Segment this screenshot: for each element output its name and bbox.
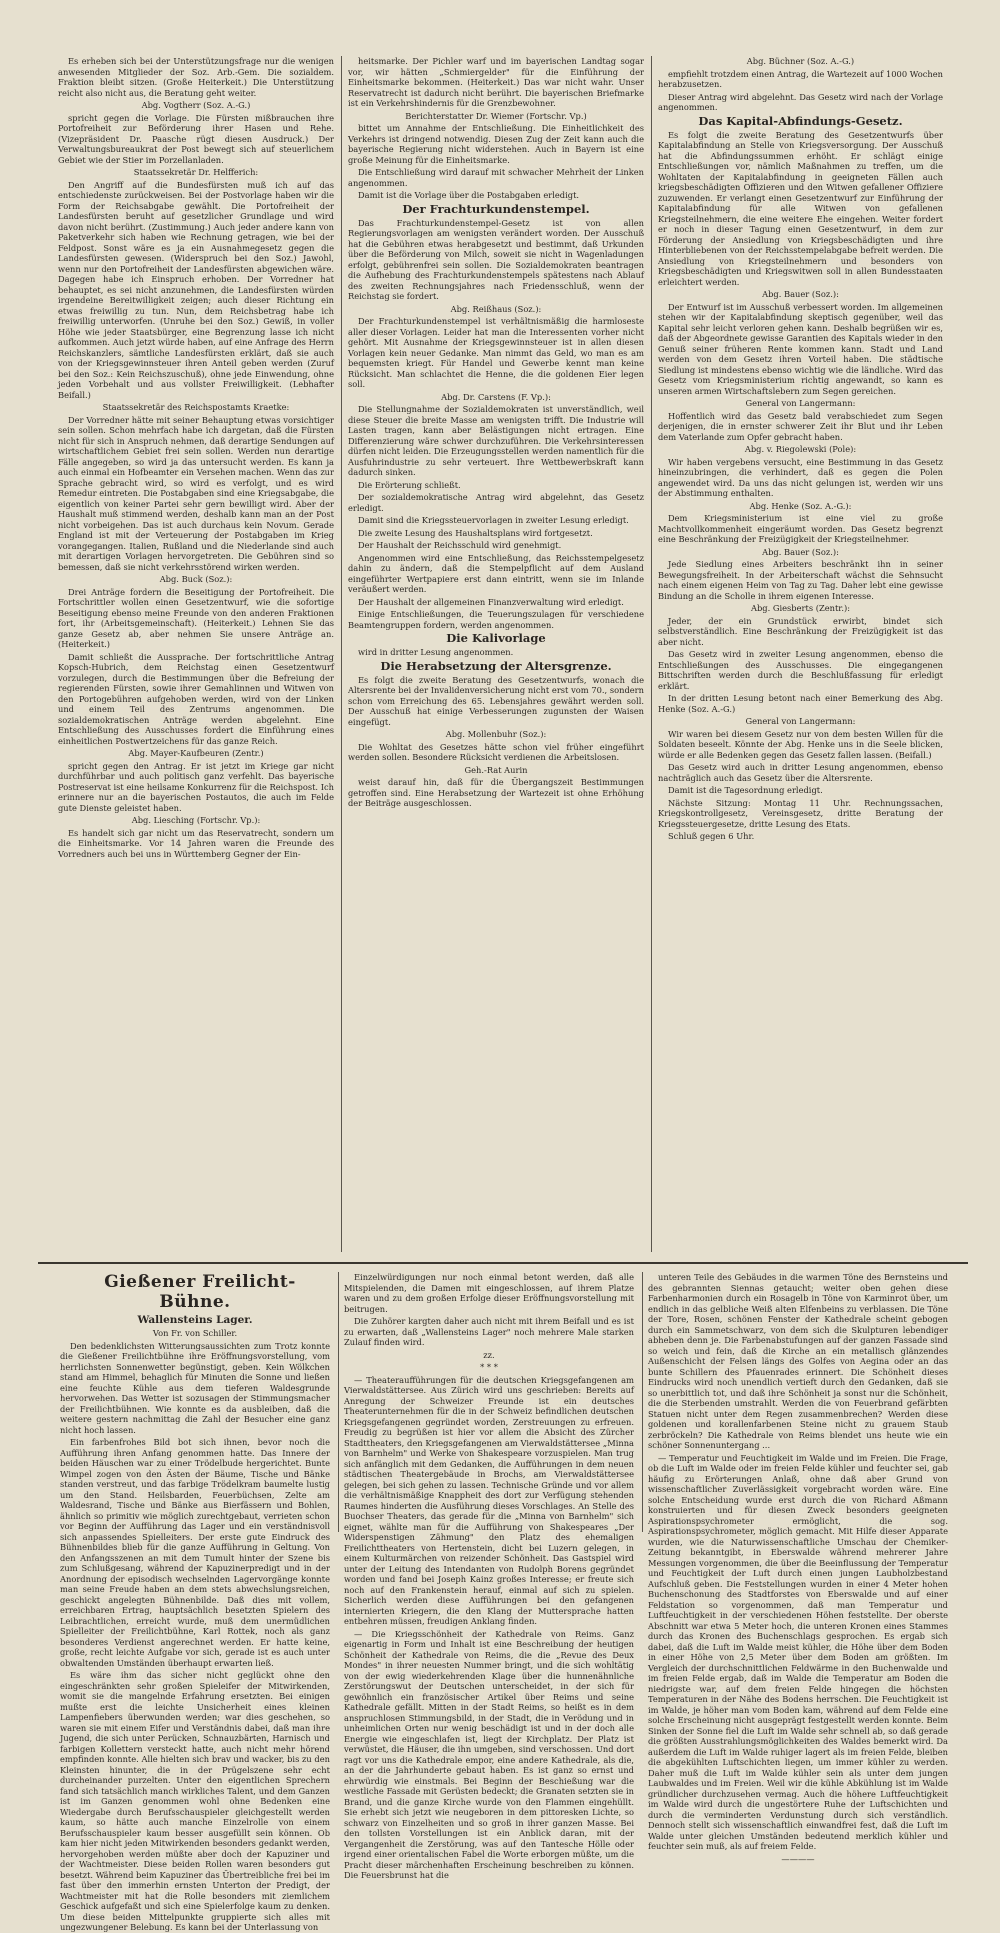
paragraph: Wir waren bei diesem Gesetz nur von dem besten Willen für die Soldaten beseelt. Könnte der Abg. Henke uns in die Seele blicken, würde er alle Bedenken gegen das Gesetz fallen lassen. (Beifall.)	[658, 728, 943, 760]
speaker-name: Abg. Mollenbuhr (Soz.):	[445, 729, 547, 739]
speaker-name: Abg. Bauer (Soz.):	[762, 289, 839, 299]
paragraph: Das Gesetz wird in zweiter Lesung angenommen, ebenso die Entschließungen des Ausschusses. Die eingegangenen Bittschriften werden durch die Beschlußfassung für erledigt erklärt.	[658, 649, 943, 691]
section-heading: Die Herabsetzung der Altersgrenze.	[380, 658, 612, 673]
paragraph: Es handelt sich gar nicht um das Reservatrecht, sondern um die Einheitsmarke. Vor 14 Jahren waren die Freunde des Vorredners auch bei uns in Württemberg Gegner der Ein-	[58, 827, 334, 859]
paragraph: Es erheben sich bei der Unterstützungsfrage nur die wenigen anwesenden Mitglieder der Soz. Arb.-Gem. Die sozialdem. Fraktion bleibt sitzen. (Große Heiterkeit.) Die Unterstützung reicht also nicht aus, die Beratung geht weiter.	[58, 56, 334, 98]
paragraph: Jede Siedlung eines Arbeiters beschränkt ihn in seiner Bewegungsfreiheit. In der Arbeiterschaft wächst die Sehnsucht nach einem eigenen Heim von Tag zu Tag. Daher lebt eine gewisse Bindung an die Scholle in ihrem eigenen Interesse.	[658, 559, 943, 601]
paragraph: Damit ist die Tagesordnung erledigt.	[668, 785, 823, 795]
top-column-3	[658, 56, 943, 1252]
paragraph: Dem Kriegsministerium ist eine viel zu große Machtvollkommenheit eingeräumt worden. Das Gesetz begrenzt eine Beschränkung der Freizügigkeit der Kriegsteilnehmer.	[658, 513, 943, 544]
speaker-name: Geh.-Rat Aurin	[464, 764, 528, 775]
section-heading: Das Kapital-Abfindungs-Gesetz.	[698, 113, 903, 128]
column-rule	[642, 1272, 643, 1532]
section-rule	[38, 1262, 968, 1264]
speaker-name: Abg. Henke (Soz. A.-G.):	[749, 500, 852, 511]
speaker-name: Abg. Vogtherr (Soz. A.-G.)	[141, 100, 251, 110]
paragraph: Einige Entschließungen, die Teuerungszulagen für verschiedene Beamtengruppen fordern, werden angenommen.	[348, 609, 644, 630]
speaker-name: Abg. Reißhaus (Soz.):	[450, 303, 542, 314]
top-column-1	[58, 56, 334, 1252]
speaker-name: Abg. Bauer (Soz.):	[762, 546, 839, 557]
speaker-name: Abg. Dr. Carstens (F. Vp.):	[441, 391, 551, 402]
paragraph: Die Entschließung wird darauf mit schwacher Mehrheit der Linken angenommen.	[348, 167, 644, 188]
column-rule	[338, 1272, 339, 1532]
top-column-2	[348, 56, 644, 1252]
paragraph: Das Frachturkundenstempel-Gesetz ist von allen Regierungsvorlagen am wenigsten verändert worden. Der Ausschuß hat die Gebühren etwas herabgesetzt und bestimmt, daß Urkunden über die Beförderung von Milch, soweit sie nicht in Wagenladungen erfolgt, gebührenfrei sein sollen. Die Sozialdemokraten beantragen die Aufhebung des Frachturkundenstempels spätestens nach Ablauf des zweiten Rechnungsjahres nach Friedensschluß, wenn der Reichstag sie fordert.	[348, 217, 644, 301]
paragraph: Dieser Antrag wird abgelehnt. Das Gesetz wird nach der Vorlage angenommen.	[658, 91, 943, 112]
paragraph: Die Stellungnahme der Sozialdemokraten ist unverständlich, weil diese Steuer die breite Masse am wenigsten trifft. Die Industrie will Lasten tragen, kann aber Belästigungen nicht ertragen. Eine Differenzierung wäre schwer durchzuführen. Die Verkehrsinteressen dürfen nicht leiden. Die Erzeugungsstellen werden namentlich für die Ausfuhrindustrie zu sehr verteuert. Ihre Wettbewerbskraft kann dadurch sinken.	[348, 404, 644, 477]
paragraph: Der Haushalt der allgemeinen Finanzverwaltung wird erledigt.	[358, 596, 624, 607]
paragraph: Es wäre ihm das sicher nicht geglückt ohne den eingeschränkten sehr großen Spieleifer der Mitwirkenden, womit sie die mangelnde Erfahrung ersetzten. Bei einigen mußte erst die leichte Unsicherheit eines kleinen Lampenfiebers überwunden werden; war dies geschehen, so waren sie mit einem Eifer und Verständnis dabei, daß man ihre Jugend, die sich unter Perücken, Schnauzbärten, Harnisch und farbigen Kollettern versteckt hatte, auch nicht mehr hörend empfinden konnte. Alle hielten sich brav und wacker, bis zu den Kleinsten hinunter, die in der Prügelszene sehr echt durcheinander purzelten. Unter den eigentlichen Sprechern fand sich tatsächlich manch wirkliches Talent, und dem Ganzen ist im Ganzen genommen wohl ohne Bedenken eine Wiedergabe durch Berufsschauspieler gleichgestellt werden kaum, so hätte auch manche Einzelrolle von einem Berufsschauspieler kaum besser ausgefüllt sein können. Ob kam hier nicht jeden Mitwirkenden besonders gedankt werden, hervorgehoben werden müßte aber doch der Kapuziner und der Wachtmeister. Diese beiden Rollen waren besonders gut besetzt. Während beim Kapuziner das Übertreibliche frei bei im fast über den immerhin ernsten Unterton der Predigt, der Wachtmeister mit hat die Rolle besonders mit ziemlichem Geschick aufgefaßt und sich eine Spielerfolge kaum zu denken. Um diese beiden Mittelpunkte gruppierte sich alles mit ungezwungener Belebung. Es kann bei der Unterlassung von	[60, 1670, 330, 1932]
speaker-name: Abg. v. Riegolewski (Pole):	[744, 444, 857, 454]
speaker-name: Abg. Büchner (Soz. A.-G.)	[746, 56, 855, 66]
speaker-name: Abg. Liesching (Fortschr. Vp.):	[131, 815, 261, 825]
paragraph: Den bedenklichsten Witterungsaussichten zum Trotz konnte die Gießener Freilichtbühne ihre Eröffnungsvorstellung, vom herrlichsten Sonnenwetter begünstigt, geben. Kein Wölkchen stand am Himmel, behaglich für Minuten die Sonne und ließen eine feuchte Kühle aus dem tieferen Waldesgrunde hervorwehen. Das Wetter ist sozusagen der Stimmungsmacher der Freilichtbühnen. Wie konnte es da ausbleiben, daß die weitere gestern nachmittag die Zahl der Besucher eine ganz nicht hoch lassen.	[60, 1340, 330, 1435]
paragraph: Der Entwurf ist im Ausschuß verbessert worden. Im allgemeinen stehen wir der Kapitalabfindung skeptisch gegenüber, weil das Kapital sehr leicht verloren gehen kann. Deshalb begrüßen wir es, daß der Abgeordnete gewisse Garantien des Kapitals wieder in den Genuß seiner früheren Rente kommen kann. Stadt und Land werden von dem Gesetz ihren Vorteil haben. Die städtische Siedlung ist mindestens ebenso wichtig wie die ländliche. Wird das Gesetz vom Kriegsministerium richtig angewandt, so kann es unseren armen Wirtschaftslebern zum Segen gereichen.	[658, 301, 943, 396]
speaker-name: Berichterstatter Dr. Wiemer (Fortschr. Vp.)	[405, 110, 587, 121]
paragraph: — Die Kriegsschönheit der Kathedrale von Reims. Ganz eigenartig in Form und Inhalt ist eine Beschreibung der heutigen Schönheit der Kathedrale von Reims, die die „Revue des Deux Mondes" in ihrer neuesten Nummer bringt, und die sich wohltätig von der ewig wiederkehrenden Klage über die hunnenähnliche Zerstörungswut der Deutschen unterscheidet, in der sich für gewöhnlich ein französischer Artikel über Reims und seine Kathedrale gefällt. Mitten in der Stadt Reims, so heißt es in dem anspruchlosen Stimmungsbild, in der Stadt, die in Verödung und in unheimlichen Orten nur wenig beschädigt ist und in der doch alle Energie wie eingeschlafen ist, liegt der Kirchplatz. Der Platz ist verwüstet, die Häuser, die ihn umgeben, sind verschossen. Und dort ragt vor uns die Kathedrale empor, eine andere Kathedrale, als die, an der die Jahrhunderte gebaut haben. Es ist ganz so ernst und ehrwürdig wie einstmals. Bei Beginn der Beschießung war die westliche Fassade mit Gerüsten bedeckt; die Granaten setzten sie in Brand, und die ganze Kirche wurde von den Flammen eingehüllt. Sie erhebt sich jetzt wie neugeboren in dem pittoresken Lichte, so schwarz von Einzelheiten und so groß in ihrer ganzen Masse. Bei den tollsten Vorstellungen ist ein Anblick daran, mit der Vergangenheit die Zerstörung, was auf den Tantesche Hölle oder irgend einer orientalischen Fabel die Worte erborgen müßte, um die Pracht dieser märchenhaften Erscheinung beschreiben zu können. Die Feuersbrunst hat die	[344, 1628, 634, 1880]
paragraph: wird in dritter Lesung angenommen.	[358, 647, 514, 657]
speaker-name: Abg. Giesberts (Zentr.):	[750, 603, 851, 613]
paragraph: Es folgt die zweite Beratung des Gesetzentwurfs über Kapitalabfindung an Stelle von Kriegsversorgung. Der Ausschuß hat die Abfindungssummen erhöht. Er schlägt einige Entschließungen vor, nämlich Maßnahmen zu treffen, um die Wohltaten der Kapitalabfindung in geeigneten Fällen auch kriegsbeschädigten Offizieren und den Witwen gefallener Offiziere zuzuwenden. Er verlangt einen Gesetzentwurf zur Einführung der Kapitalabfindung für alle Witwen von gefallenen Kriegsteilnehmern, die eine weitere Ehe eingehen. Weiter fordert er noch in dieser Tagung einen Gesetzentwurf, in dem zur Förderung der Ansiedlung von Kriegsbeschädigten und ihre Hinterbliebenen von der Reichsstempelabgabe befreit werden. Die Ansiedlung von Kriegsteilnehmern und besonders von Kriegsbeschädigten und Kriegswitwen soll in allen Bundesstaaten erleichtert werden.	[658, 129, 943, 287]
paragraph: Drei Anträge fordern die Beseitigung der Portofreiheit. Die Fortschrittler wollen einen Gesetzentwurf, wie die sofortige Beseitigung ebenso meine Freunde von den anderen Fraktionen fort, ihr (Arbeitsgemeinschaft). (Heiterkeit.) Lehnen Sie das ganze Gesetz ab, aber nehmen Sie unsere Anträge an. (Heiterkeit.)	[58, 586, 334, 649]
paragraph: Hoffentlich wird das Gesetz bald verabschiedet zum Segen derjenigen, die in ernster schwerer Zeit ihr Blut und ihr Leben dem Vaterlande zum Opfer gebracht haben.	[658, 410, 943, 442]
paragraph: Schluß gegen 6 Uhr.	[668, 831, 755, 841]
paragraph: — Temperatur und Feuchtigkeit im Walde und im Freien. Die Frage, ob die Luft im Walde oder im freien Felde kühler und feuchter sei, gab häufig zu Erörterungen Anlaß, ohne daß aber Grund von wissenschaftlicher Zuverlässigkeit vorgebracht worden wäre. Eine solche Entscheidung wurde erst durch die von Richard Aßmann konstruierten und für diesen Zweck besonders geeigneten Aspirationspsychrometer ermöglicht, die sog. Aspirationspsychrometer, möglich gemacht. Mit Hilfe dieser Apparate wurden, wie die Naturwissenschaftliche Umschau der Chemiker-Zeitung bekanntgibt, in Eberswalde während mehrerer Jahre Messungen vorgenommen, die über die Beeinflussung der Temperatur und Feuchtigkeit der Luft durch einen jungen Laubholzbestand Aufschluß geben. Die Feststellungen wurden in einer 4 Meter hohen Buchenschonung des Stadtforstes von Eberswalde und auf einer Feldstation so vorgenommen, daß man Temperatur und Luftfeuchtigkeit in der verschiedenen Höhen feststellte. Der oberste Abschnitt war etwa 5 Meter hoch, die unteren Kronen eines Stammes durch das Kronen des Buchenschlags gesprochen. Es ergab sich dabei, daß die Luft im Walde meist kühler, die Höhe über dem Boden in einer Höhe von 2,5 Meter über dem Boden am größten. Im Vergleich der durchschnittlichen Feldwärme in den Buchenwalde und im freien Felde ergab, daß im Walde die Temperatur am Boden die niedrigste war, auf dem freien Felde hingegen die höchsten Temperaturen in der Nähe des Bodens herrschen. Die Feuchtigkeit ist im Walde, je höher man vom Boden kam, während auf dem Felde eine solche Erscheinung nicht ausgeprägt festgestellt werden konnte. Beim Sinken der Sonne fiel die Luft im Walde sehr schnell ab, so daß gerade die größten Ausstrahlungsmöglichkeiten des Waldes bemerkt wird. Da außerdem die Luft im Walde ruhiger lagert als im freien Felde, bleiben die abgekühlten Luftschichten liegen, um immer kühler zu werden. Daher muß die Luft im Walde kühler sein als unter dem jungen Laubwaldes und im Freien. Weil wir die kühle Abkühlung ist im Walde gründlicher durchzusehen vermag. Auch die höhere Luftfeuchtigkeit im Walde wird durch die ungestörtere Ruhe der Luftschichten und durch die verminderten Verdunstung durch sich verständlich. Dennoch stellt sich wissenschaftlich einwandfrei fest, daß die Luft im Walde unter gleichen Umständen bedeutend merklich kühler und feuchter sein muß, als auf freiem Felde.	[648, 1452, 948, 1851]
article-byline: Von Fr. von Schiller.	[152, 1328, 238, 1338]
separator: ————	[781, 1853, 815, 1864]
speaker-name: Staatssekretär des Reichspostamts Kraetke:	[102, 402, 290, 412]
paragraph: Einzelwürdigungen nur noch einmal betont werden, daß alle Mitspielenden, die Damen mit eingeschlossen, auf ihrem Platze waren und zu dem großen Erfolge dieser Eröffnungsvorstellung mit beitrugen.	[344, 1272, 634, 1314]
paragraph: empfiehlt trotzdem einen Antrag, die Wartezeit auf 1000 Wochen herabzusetzen.	[658, 68, 943, 89]
paragraph: spricht gegen die Vorlage. Die Fürsten mißbrauchen ihre Portofreiheit zur Beförderung ihrer Hasen und Rehe. (Vizepräsident Dr. Paasche rügt diesen Ausdruck.) Der Verwaltungsbureaukrat der Post bewegt sich auf steuerlichem Gebiet wie der Stier im Porzellanladen.	[58, 112, 334, 165]
paragraph: unteren Teile des Gebäudes in die warmen Töne des Bernsteins und des gebrannten Siennas getaucht; weiter oben gehen diese Farbenharmonien durch ein Rosagelb in Töne von Karminrot über, um endlich in das gelbliche Weiß alten Elfenbeins zu verblassen. Die Töne der Tore, Rosen, schönen Fenster der Kathedrale scheint gebogen durch ein Sammetschwarz, von dem sich die Skulpturen lebendiger abheben denn je. Die Farbenabstufungen auf der ganzen Fassade sind so weich und fein, daß die Kirche an ein metallisch glänzendes Außenschicht der Felsen längs des Golfes von Aegina oder an das bunte Schillern des Pfauenrades erinnert. Die Schönheit dieses Eindrucks wird noch unendlich vertieft durch den Gedanken, daß sie so unerbittlich tot, und daß ihre Schönheit ja sonst nur die Schönheit, die die Sterbenden umstrahlt. Werden die von Feuerbrand gefärbten Statuen nicht unter dem Regen zusammenbrechen? Werden diese goldenen und korallenfarbenen Steine nicht zu grauem Staub zerbröckeln? Die Kathedrale von Reims blendet uns heute wie ein schöner Sonnenuntergang ...	[648, 1272, 948, 1450]
paragraph: Den Angriff auf die Bundesfürsten muß ich auf das entschiedenste zurückweisen. Bei der Postvorlage haben wir die Form der Reichsabgabe gewählt. Die Portofreiheit der Landesfürsten beruht auf gesetzlicher Grundlage und wird davon nicht berührt. (Zustimmung.) Auch jeder andere kann von Paketverkehr sich haben wie Rechnung getragen, wie bei der Feldpost. Sonst wäre es ja ein Ausnahmegesetz gegen die Landesfürsten gewesen. (Widerspruch bei den Soz.) Jawohl, wenn nur den Portofreiheit der Landesfürsten abgewichen wäre. Dagegen habe ich Einspruch erhoben. Der Vorredner hat behauptet, es sei nicht anzunehmen, die Landesfürsten würden irgendeine Bereitwilligkeit zeigen; auch dieser Richtung ein etwas freiwillig zu tun. Nun, dem Reichsbetrag habe ich freiwillig unterworfen. (Unruhe bei den Soz.) Gewiß, in voller Höhe wie jeder Staatsbürger, eine Begrenzung lasse ich nicht aufkommen. Auch jetzt würde haben, auf eine Anfrage des Herrn Reichskanzlers, sämtliche Landesfürsten erklärt, daß sie auch von der Kriegsgewinnsteuer ihren Anteil geben werden (Zuruf bei den Soz.: Kein Reichszuschuß), ohne jede Einwendung, ohne jeden Vorbehalt und aus vollster Freiwilligkeit. (Lebhafter Beifall.)	[58, 179, 334, 400]
speaker-name: Abg. Buck (Soz.):	[159, 574, 233, 584]
paragraph: Angenommen wird eine Entschließung, das Reichsstempelgesetz dahin zu ändern, daß die Stempelpflicht auf dem Ausland eingeführter Wertpapiere erst dann eintritt, wenn sie im Inlande veräußert werden.	[348, 552, 644, 594]
paragraph: Das Gesetz wird auch in dritter Lesung angenommen, ebenso nachträglich auch das Gesetz über die Altersrente.	[658, 762, 943, 783]
article-title: Gießener Freilicht-Bühne.	[104, 1272, 296, 1312]
paragraph: spricht gegen den Antrag. Er ist jetzt im Kriege gar nicht durchführbar und auch politisch ganz verfehlt. Das bayerische Postreservat ist eine heilsame Konkurrenz für die Reichspost. Ich erinnere nur an die bayerischen Postautos, die auch im Felde gute Dienste geleistet haben.	[58, 760, 334, 813]
separator: zz.	[483, 1349, 495, 1360]
paragraph: Der Haushalt der Reichsschuld wird genehmigt.	[358, 540, 562, 550]
paragraph: Damit sind die Kriegssteuervorlagen in zweiter Lesung erledigt.	[358, 515, 629, 525]
section-heading: Die Kalivorlage	[446, 631, 546, 645]
paragraph: Der Frachturkundenstempel ist verhältnismäßig die harmloseste aller dieser Vorlagen. Leider hat man die Interessenten vorher nicht gehört. Mit Ausnahme der Kriegsgewinnsteuer ist in allen diesen Vorlagen kein neuer Gedanke. Man nimmt das Geld, wo man es am bequemsten kriegt. Für Handel und Gewerbe kennt man keine Rücksicht. Man schlachtet die Henne, die die goldenen Eier legen soll.	[348, 316, 644, 389]
paragraph: Der sozialdemokratische Antrag wird abgelehnt, das Gesetz erledigt.	[348, 492, 644, 513]
bottom-column-1	[60, 1272, 330, 1932]
paragraph: Die Wohltat des Gesetzes hätte schon viel früher eingeführt werden sollen. Besondere Rücksicht verdienen die Arbeitslosen.	[348, 741, 644, 762]
column-rule	[651, 56, 652, 1252]
paragraph: Die Erörterung schließt.	[358, 479, 461, 490]
bottom-column-2	[344, 1272, 634, 1880]
paragraph: weist darauf hin, daß für die Übergangszeit Bestimmungen getroffen sind. Eine Herabsetzung der Wartezeit ist ohne Erhöhung der Beiträge ausgeschlossen.	[348, 777, 644, 808]
paragraph: Jeder, der ein Grundstück erwirbt, bindet sich selbstverständlich. Eine Beschränkung der Freizügigkeit ist das aber nicht.	[658, 615, 943, 647]
speaker-name: General von Langermann:	[745, 716, 856, 726]
paragraph: — Theateraufführungen für die deutschen Kriegsgefangenen am Vierwaldstättersee. Aus Zürich wird uns geschrieben: Bereits auf Anregung der Schweizer Freunde ist ein deutsches Theaterunternehmen für die in der Schweiz befindlichen deutschen Kriegsgefangenen gegründet worden, Zerstreuungen zu erfreuen. Freudig zu begrüßen ist hier vor allem die Absicht des Zürcher Stadttheaters, den Kriegsgefangenen am Vierwaldstättersee „Minna von Barnhelm" und Werke von Shakespeare vorzuspielen. Man trug sich anfänglich mit dem Gedanken, die Aufführungen in dem neuen städtischen Theatergebäude in Brochs, am Vierwaldstättersee gelegen, bei sich gehen zu lassen. Technische Gründe und vor allem die verhältnismäßige Knappheit des dort zur Verfügung stehenden Raumes hinderten die Ausführung dieses Vorschlages. An Stelle des Buochser Theaters, das gerade für die „Minna von Barnhelm" sich eignet, wählte man für die Aufführung von Shakespeares „Der Widerspenstigen Zähmung" den Platz des ehemaligen Freilichttheaters von Hertenstein, dicht bei Luzern gelegen, in einem Kulturmärchen von reizender Schönheit. Das Gastspiel wird unter der Leitung des Intendanten von Rudolph Borens gegründet worden und fand bei Joseph Kainz großes Interesse; er freute sich noch auf den Frankenstein herauf, einmal auf sich zu spielen. Sicherlich werden diese Aufführungen bei den gefangenen internierten Kriegern, die den Klang der Muttersprache hatten entbehren müssen, freudigen Anklang finden.	[344, 1374, 634, 1626]
paragraph: Nächste Sitzung: Montag 11 Uhr. Rechnungssachen, Kriegskontrollgesetz, Vereinsgesetz, dritte Beratung der Kriegssteuergesetze, dritte Lesung des Etats.	[658, 797, 943, 829]
speaker-name: Staatssekretär Dr. Helfferich:	[133, 167, 259, 177]
bottom-column-3	[648, 1272, 948, 1864]
speaker-name: General von Langermann:	[745, 398, 856, 408]
paragraph: Der Vorredner hätte mit seiner Behauptung etwas vorsichtiger sein sollen. Schon mehrfach habe ich dargetan, daß die Fürsten nicht für sich in Anspruch nehmen, daß derartige Sendungen auf wirtschaftlichem Gebiet frei sein sollen. Werden nun derartige Fälle angegeben, so wird ja das untersucht werden. Es kann ja auch einmal ein Hofbeamter ein Versehen machen. Wenn das zur Sprache gebracht wird, so wird es verfolgt, und es wird Remedur eintreten. Die Postabgaben sind eine Kriegsabgabe, die eigentlich von keiner Partei sehr gern bewilligt wird. Aber der Haushalt muß stimmend werden, deshalb kann man an der Post nicht vorbeigehen. Das ist auch durchaus kein Novum. Gerade England ist mit der Verteuerung der Postabgaben im Krieg vorangegangen. Italien, Rußland und die Niederlande sind auch mit derartigen Vorlagen hervorgetreten. Die Gebühren sind so bemessen, daß sie nicht verkehrsstörend wirken werden.	[58, 414, 334, 572]
paragraph: In der dritten Lesung betont nach einer Bemerkung des Abg. Henke (Soz. A.-G.)	[658, 693, 943, 714]
paragraph: Die zweite Lesung des Haushaltsplans wird fortgesetzt.	[358, 527, 593, 538]
paragraph: heitsmarke. Der Pichler warf und im bayerischen Landtag sogar vor, wir hätten „Schmiergelder" für die Einführung der Einheitsmarke bekommen. (Heiterkeit.) Das war nicht wahr. Unser Reservatrecht ist dadurch nicht berührt. Die bayerischen Briefmarke ist ein Verkehrshindernis für die Grenzbewohner.	[348, 56, 644, 108]
section-heading: Der Frachturkundenstempel.	[402, 201, 590, 216]
paragraph: Damit schließt die Aussprache. Der fortschrittliche Antrag Kopsch-Hubrich, dem Reichstag einen Gesetzentwurf vorzulegen, durch die Bestimmungen über die Befreiung der regierenden Fürsten, sowie ihrer Gemahlinnen und Witwen von den Portogebühren aufgehoben werden, wird von der Linken und einem Teil des Zentrums angenommen. Die sozialdemokratischen Anträge werden abgelehnt. Eine Entschließung des Ausschusses fordert die Einführung eines einheitlichen Postwertzeichens für das ganze Reich.	[58, 651, 334, 746]
article-subtitle: Wallensteins Lager.	[137, 1314, 253, 1326]
paragraph: bittet um Annahme der Entschließung. Die Einheitlichkeit des Verkehrs ist dringend notwendig. Diesen Zug der Zeit kann auch die bayerische Regierung nicht widerstehen. Auch in Bayern ist eine große Meinung für die Einheitsmarke.	[348, 123, 644, 165]
paragraph: Ein farbenfrohes Bild bot sich ihnen, bevor noch die Aufführung ihren Anfang genommen hatte. Das Innere der beiden Häuschen war zu einer Trödelbude hergerichtet. Bunte Wimpel zogen von den Ästen der Bäume, Tische und Bänke standen verstreut, und das farbige Trödelkram baumelte lustig um den Stand. Heilsbarden, Feuerbüchsen, Zelte am Waldesrand, Tische und Bänke aus Bierfässern und Bohlen, ähnlich so primitiv wie möglich zurechtgebaut, verrieten schon vor Beginn der Aufführung das Lager und ein verständnisvoll sich anpassendes Spielleiters. Der erste gute Eindruck des Bühnenbildes blieb für die ganze Aufführung in Geltung. Von den Anfangsszenen an mit dem Tumult hinter der Szene bis zum Schlußgesang, während der Kapuzinerpredigt und in der Anordnung der episodisch wechselnden Lagervorgänge konnte man seine Freude haben an dem stets abwechslungsreichen, geschickt angelegten Bühnenbilde. Daß dies mit vollem, erreichbaren Ertrag, hauptsächlich besetzten Spielern des Leibrachtlichen, erreicht wurde, muß dem unermüdlichen Spielleiter der Freilichtbühne, Karl Rottek, noch als ganz besonderes Verdienst angerechnet werden. Er hatte keine, große, recht leichte Aufgabe vor sich, gerade ist es auch unter obwaltenden Umständen überhaupt erwarten ließ.	[60, 1437, 330, 1668]
paragraph: Es folgt die zweite Beratung des Gesetzentwurfs, wonach die Altersrente bei der Invalidenversicherung nicht erst vom 70., sondern schon vom Erreichung des 65. Lebensjahres gewährt werden soll. Der Ausschuß hat einige Verbesserungen zugunsten der Waisen eingefügt.	[348, 674, 644, 727]
separator: * * *	[480, 1362, 498, 1372]
speaker-name: Abg. Mayer-Kaufbeuren (Zentr.)	[128, 748, 264, 758]
column-rule	[341, 56, 342, 1252]
paragraph: Wir haben vergebens versucht, eine Bestimmung in das Gesetz hineinzubringen, die verhindert, daß es gegen die Polen angewendet wird. Da uns das nicht gelungen ist, werden wir uns der Abstimmung enthalten.	[658, 456, 943, 498]
paragraph: Damit ist die Vorlage über die Postabgaben erledigt.	[358, 190, 580, 200]
paragraph: Die Zuhörer kargten daher auch nicht mit ihrem Beifall und es ist zu erwarten, daß „Wallensteins Lager" noch mehrere Male starken Zulauf finden wird.	[344, 1316, 634, 1347]
